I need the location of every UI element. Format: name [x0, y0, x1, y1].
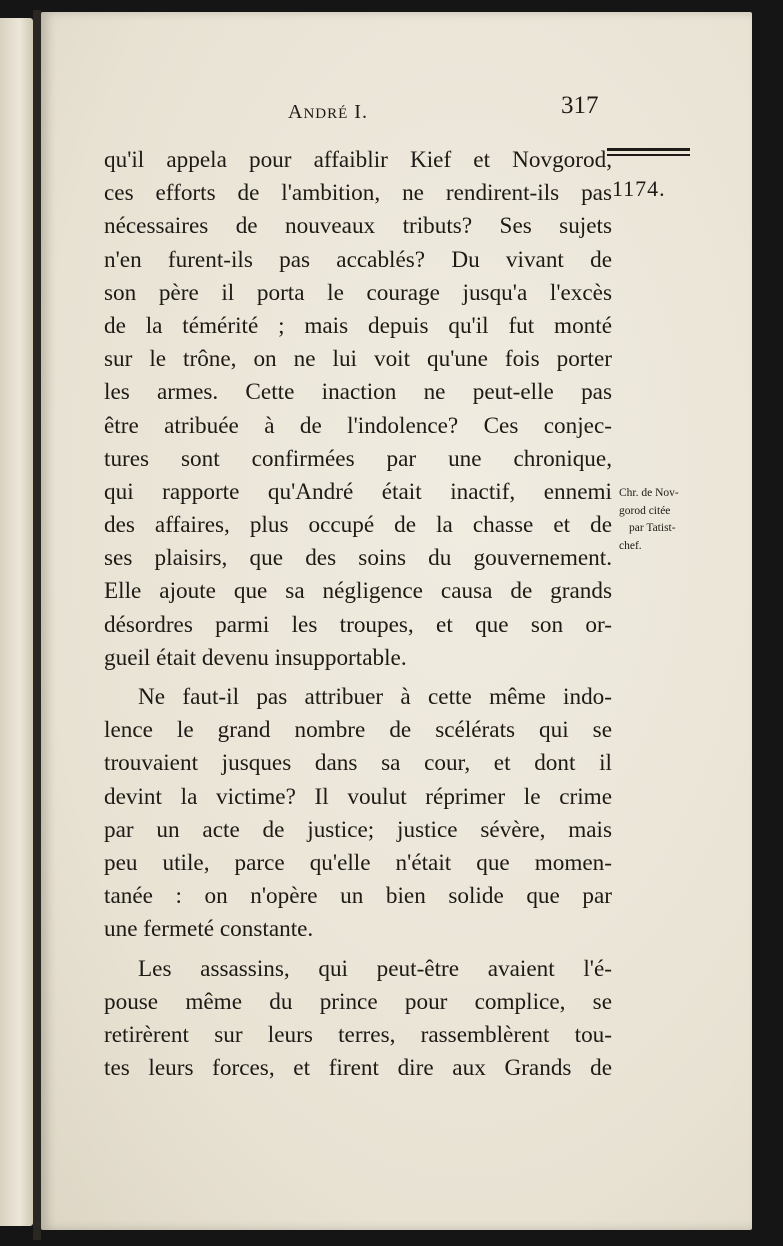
text-line: les armes. Cette inaction ne peut-elle pas: [104, 379, 612, 406]
running-head: [288, 101, 368, 124]
text-line: retirèrent sur leurs terres, rassemblèrent tou-: [104, 1021, 612, 1048]
margin-rule-bottom: [607, 154, 690, 156]
text-line: peu utile, parce qu'elle n'était que momen-: [104, 849, 612, 876]
text-line: par un acte de justice; justice sévère, mais: [104, 816, 612, 843]
margin-rule-top: [607, 148, 690, 151]
text-line: gueil était devenu insupportable.: [104, 644, 407, 671]
margin-note-line: gorod citée: [619, 504, 671, 517]
text-line: de la témérité ; mais depuis qu'il fut monté: [104, 312, 612, 339]
text-line: son père il porta le courage jusqu'a l'excès: [104, 279, 612, 306]
text-line: Les assassins, qui peut-être avaient l'é-: [138, 955, 612, 982]
running-head-numeral: I.: [354, 101, 368, 123]
text-line: des affaires, plus occupé de la chasse et de: [104, 512, 612, 539]
page-number: 317: [561, 92, 599, 119]
text-line: être atribuée à de l'indolence? Ces conjec-: [104, 412, 612, 439]
text-line: tanée : on n'opère un bien solide que par: [104, 883, 612, 910]
running-head-initial: A: [288, 101, 304, 123]
margin-note: [619, 485, 709, 555]
text-line: désordres parmi les troupes, et que son or-: [104, 611, 612, 638]
book-gutter: [33, 10, 41, 1240]
text-line: sur le trône, on ne lui voit qu'une fois porter: [104, 346, 612, 373]
margin-note-line: chef.: [619, 539, 642, 552]
text-line: ses plaisirs, que des soins du gouvernement.: [104, 545, 612, 572]
text-line: trouvaient jusques dans sa cour, et dont il: [104, 750, 612, 777]
text-line: n'en furent-ils pas accablés? Du vivant de: [104, 246, 612, 273]
text-line: une fermeté constante.: [104, 916, 314, 943]
body-text: [104, 144, 612, 1085]
margin-note-line: par Tatist-: [629, 522, 676, 534]
text-line: Ne faut-il pas attribuer à cette même indo-: [138, 684, 612, 710]
text-line: lence le grand nombre de scélérats qui se: [104, 717, 612, 744]
running-head-rest: NDRÉ: [303, 106, 349, 122]
left-page-edge: [0, 18, 33, 1226]
text-line: qui rapporte qu'André était inactif, ennemi: [104, 478, 612, 505]
text-line: qu'il appela pour affaiblir Kief et Novgorod,: [104, 147, 612, 173]
text-line: nécessaires de nouveaux tributs? Ses sujets: [104, 213, 612, 240]
text-line: tes leurs forces, et firent dire aux Grands de: [104, 1055, 612, 1082]
margin-year: 1174.: [612, 176, 666, 201]
text-line: devint la victime? Il voulut réprimer le crime: [104, 783, 612, 810]
margin-note-line: Chr. de Nov-: [619, 487, 679, 499]
text-line: ces efforts de l'ambition, ne rendirent-ils pas: [104, 180, 612, 207]
text-line: tures sont confirmées par une chronique,: [104, 445, 612, 472]
text-line: pouse même du prince pour complice, se: [104, 988, 612, 1015]
text-line: Elle ajoute que sa négligence causa de grands: [104, 578, 612, 605]
